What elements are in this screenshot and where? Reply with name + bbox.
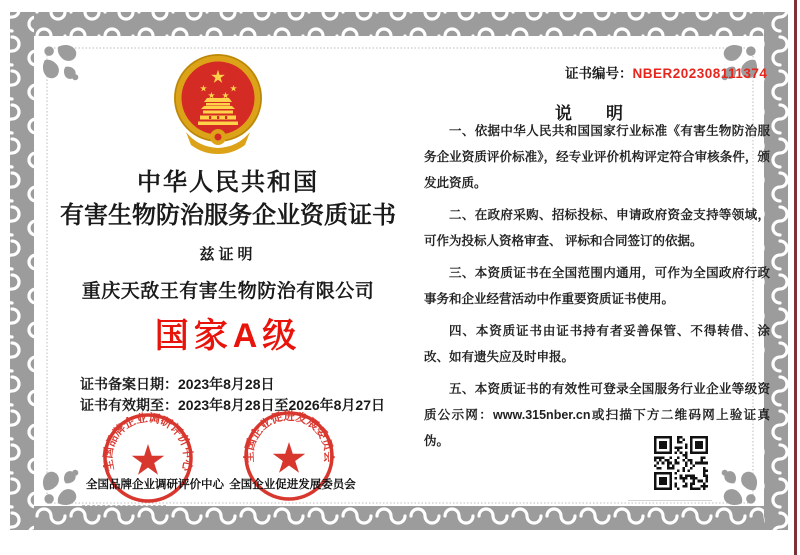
valid-date-line: 证书有效期至：2023年8月28日至2026年8月27日 — [80, 397, 386, 413]
certificate-country-title: 中华人民共和国 — [137, 169, 319, 196]
stamp-caption-right: 全国企业促进发展委员会 — [229, 479, 356, 491]
instruction-item: 三、本资质证书在全国范围内通用，可作为全国政府行政事务和企业经营活动中作重要资质证书使用。 — [424, 266, 770, 306]
company-name: 重庆天敌王有害生物防治有限公司 — [81, 281, 375, 302]
instruction-item: 二、在政府采购、招标投标、申请政府资金支持等领域，可作为投标人资格审查、 评标和合同签订的依据。 — [424, 208, 770, 248]
certificate-number-value: NBER202308111374 — [632, 66, 768, 81]
certificate-number-line — [565, 62, 767, 82]
page-edge-line — [794, 0, 797, 555]
certificate-number-label: 证书编号： — [565, 66, 633, 81]
stamp-ring-text: 全国企业促进发展委员会 — [243, 410, 335, 463]
signature-line-left — [82, 505, 166, 506]
instruction-item: 五、本资质证书的有效性可登录全国服务行业企业等级资质公示网：www.315nber.cn或扫描下方二维码网上验证真伪。 — [424, 382, 770, 448]
explanation-body — [424, 118, 770, 460]
stamp-research-center-icon — [98, 408, 198, 508]
signature-line-right — [628, 500, 712, 501]
instruction-item: 四、本资质证书由证书持有者妥善保管、不得转借、涂改、如有遗失应及时申报。 — [424, 324, 770, 364]
grade-level: 国家A级 — [154, 317, 302, 355]
certify-label: 兹证明 — [199, 246, 257, 263]
instruction-item: 一、依据中华人民共和国国家行业标准《有害生物防治服务企业资质评价标准》，经专业评价机构评定符合审核条件，颁发此资质。 — [424, 124, 770, 190]
certificate-title: 有害生物防治服务企业资质证书 — [60, 202, 396, 229]
qr-code-icon — [654, 436, 708, 490]
explanation-heading: 说 明 — [555, 104, 623, 123]
stamp-caption-left: 全国品牌企业调研评价中心 — [86, 479, 224, 491]
china-national-emblem-icon — [170, 52, 266, 156]
record-date-line: 证书备案日期：2023年8月28日 — [80, 376, 275, 392]
stamp-ring-text: 全国品牌企业调研评价中心 — [102, 412, 194, 472]
